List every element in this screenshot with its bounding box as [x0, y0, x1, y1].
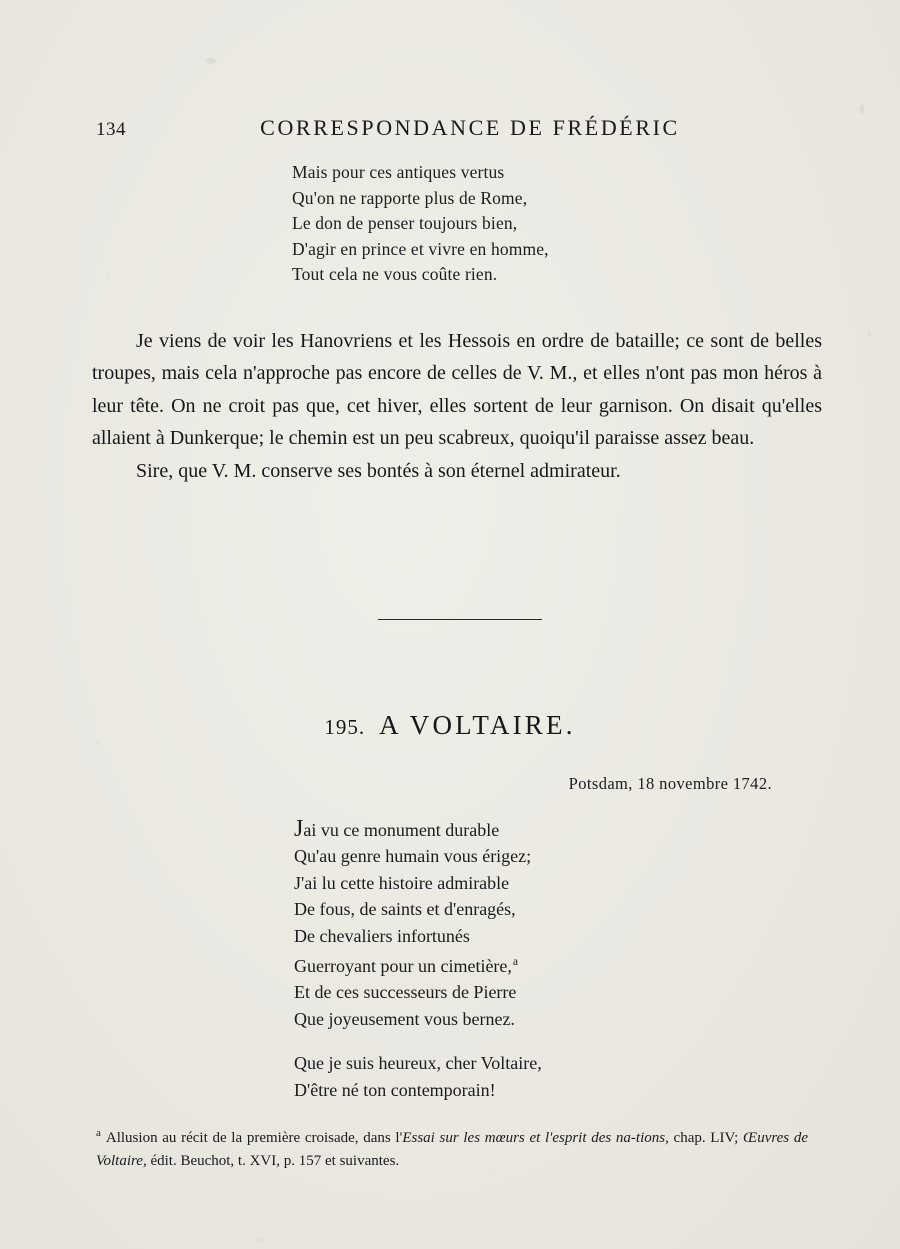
footnote-marker: a — [96, 1127, 101, 1139]
verse-line: De chevaliers infortunés — [294, 925, 470, 946]
verse-line: J'ai lu cette histoire admirable — [294, 872, 510, 893]
verse-line: Tout cela ne vous coûte rien. — [292, 264, 498, 284]
verse-line-text: ai vu ce monument durable — [303, 820, 500, 840]
verse-line-text: Guerroyant pour un cimetière, — [294, 956, 512, 977]
footnote-text-part1: Allusion au récit de la première croisade, dans l' — [105, 1130, 403, 1146]
footnote-italic-title-1: Essai sur les mœurs et l'esprit des na- — [402, 1130, 636, 1146]
section-number: 195. — [324, 715, 366, 739]
prose-body — [92, 325, 822, 487]
verse-line: Et de ces successeurs de Pierre — [294, 982, 517, 1003]
drop-capital: J — [294, 816, 304, 842]
letter-datum: Potsdam, 18 novembre 1742. — [568, 774, 772, 793]
section-heading — [0, 710, 900, 741]
verse-line: Que joyeusement vous bernez. — [294, 1008, 515, 1029]
running-head — [96, 115, 804, 141]
verse-line: De fous, de saints et d'enragés, — [294, 899, 516, 920]
footnote-text-part2: chap. LIV; — [668, 1130, 744, 1146]
verse-block-top — [292, 160, 549, 288]
footnote-text-part3: édit. Beuchot, t. XVI, p. 157 et suivantes. — [146, 1153, 400, 1169]
verse-block-bottom — [294, 817, 542, 1103]
verse-line-with-footnote-ref — [294, 949, 542, 979]
verse-line: D'agir en prince et vivre en homme, — [292, 238, 549, 259]
verse-line-first — [294, 817, 542, 843]
paragraph: Je viens de voir les Hanovriens et les Hessois en ordre de bataille; ce sont de belles troupes, mais cela n'approche pas encore de celles de V. M., et elles n'ont pas mon héros à leur tête. On ne croit pas que, cet hiver, elles sortent de leur garnison. On disait qu'elles allaient à Dunkerque; le chemin est un peu scabreux, quoiqu'il paraisse assez beau. — [92, 330, 822, 450]
footnote-reference-a[interactable]: a — [512, 956, 519, 969]
page-number: 134 — [96, 119, 126, 140]
stanza-gap — [294, 1032, 542, 1050]
section-divider-rule — [378, 619, 542, 620]
verse-line: Qu'au genre humain vous érigez; — [294, 846, 532, 867]
section-title: A VOLTAIRE. — [379, 710, 576, 740]
footnote-block — [96, 1122, 808, 1173]
verse-line: Qu'on ne rapporte plus de Rome, — [292, 187, 528, 208]
verse-line: Le don de penser toujours bien, — [292, 213, 518, 233]
footnote-italic-title-2: Œuvres de Voltaire, — [96, 1130, 808, 1169]
paragraph: Sire, que V. M. conserve ses bontés à son éternel admirateur. — [136, 459, 621, 482]
verse-line: D'être né ton contemporain! — [294, 1079, 496, 1100]
verse-line: Mais pour ces antiques vertus — [292, 162, 505, 182]
verse-line: Que je suis heureux, cher Voltaire, — [294, 1053, 542, 1074]
footnote-italic-title-1-cont: tions, — [635, 1130, 669, 1146]
running-title: CORRESPONDANCE DE FRÉDÉRIC — [260, 115, 680, 140]
